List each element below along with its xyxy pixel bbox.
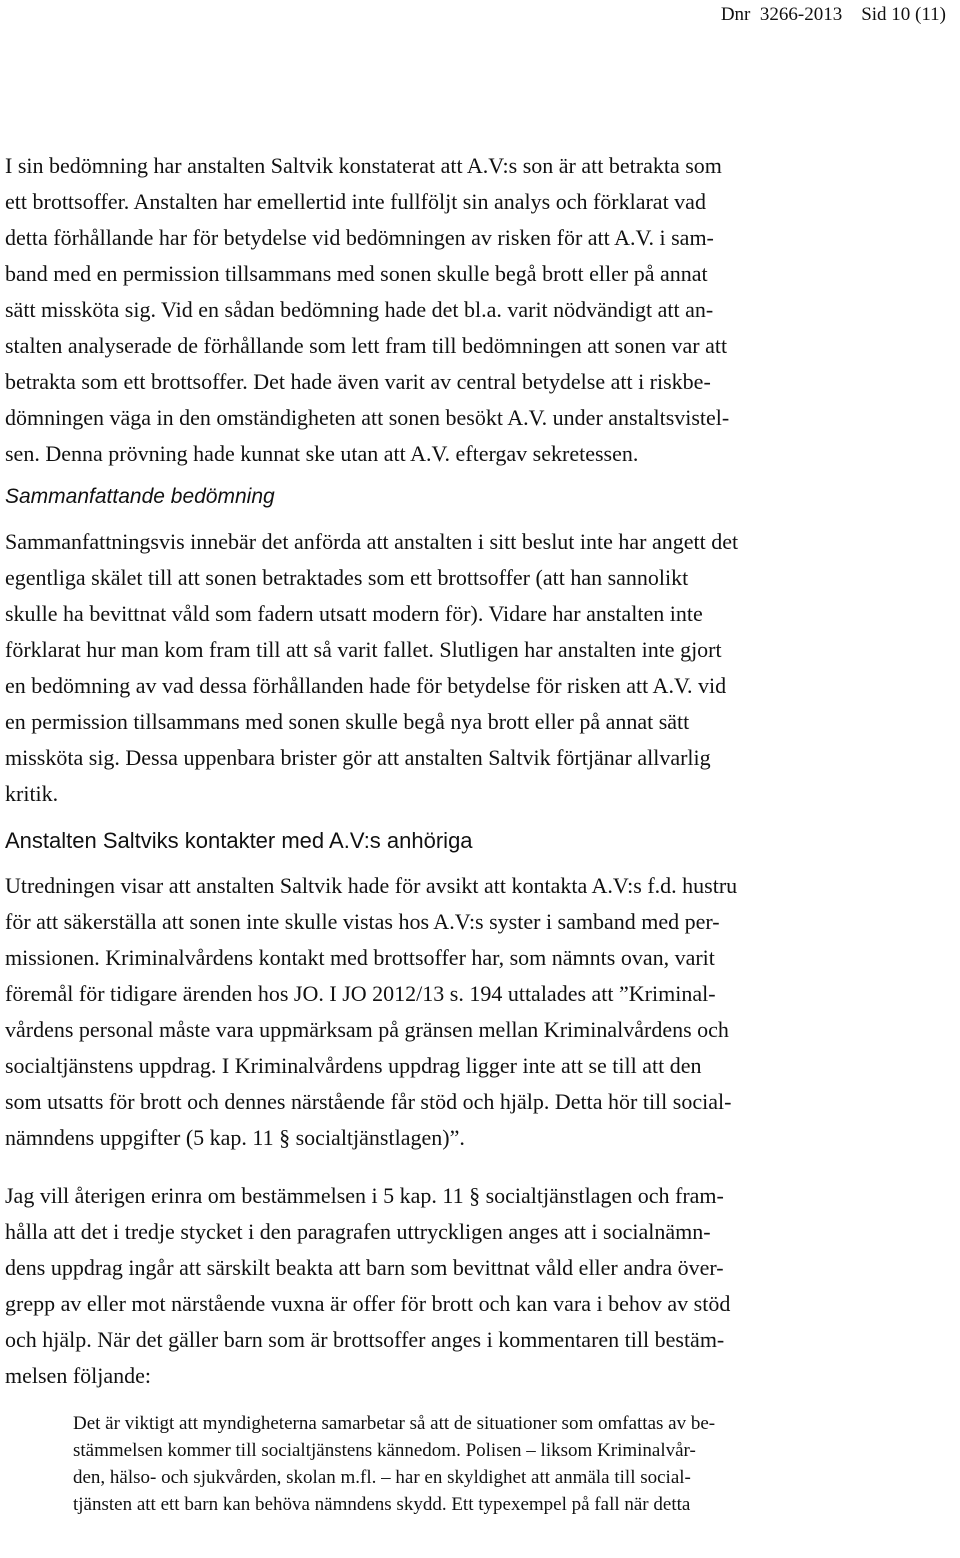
text-line: skulle ha bevittnat våld som fadern utsatt modern för). Vidare har anstalten inte: [5, 601, 703, 626]
text-line: missionen. Kriminalvårdens kontakt med brottsoffer har, som nämnts ovan, varit: [5, 945, 715, 970]
text-line: detta förhållande har för betydelse vid bedömningen av risken för att A.V. i sam-: [5, 225, 714, 250]
paragraph-summary: [5, 524, 895, 812]
text-line: en bedömning av vad dessa förhållanden hade för betydelse för risken att A.V. vid: [5, 673, 727, 698]
text-line: egentliga skälet till att sonen betraktades som ett brottsoffer (att han sannolikt: [5, 565, 689, 590]
block-quote-commentary: [5, 1410, 895, 1518]
text-line: nämndens uppgifter (5 kap. 11 § socialtjänstlagen)”.: [5, 1125, 465, 1150]
document-body: [5, 148, 895, 1518]
text-line: betrakta som ett brottsoffer. Det hade även varit av central betydelse att i riskbe-: [5, 369, 711, 394]
paragraph-risk-assessment: [5, 148, 895, 472]
text-line: band med en permission tillsammans med sonen skulle begå brott eller på annat: [5, 261, 708, 286]
text-line: dömningen väga in den omständigheten att sonen besökt A.V. under anstaltsvistel-: [5, 405, 730, 430]
page-header: [721, 2, 946, 28]
text-line: för att säkerställa att sonen inte skulle vistas hos A.V:s syster i samband med per-: [5, 909, 720, 934]
text-line: som utsatts för brott och dennes närstående får stöd och hjälp. Detta hör till social-: [5, 1089, 732, 1114]
text-line: Sammanfattningsvis innebär det anförda att anstalten i sitt beslut inte har angett det: [5, 529, 739, 554]
text-line: dens uppdrag ingår att särskilt beakta att barn som bevittnat våld eller andra över-: [5, 1255, 724, 1280]
text-line: grepp av eller mot närstående vuxna är offer för brott och kan vara i behov av stöd: [5, 1291, 731, 1316]
text-line: kritik.: [5, 781, 59, 806]
text-line: ett brottsoffer. Anstalten har emellertid inte fullföljt sin analys och förklarat vad: [5, 189, 706, 214]
quote-line: stämmelsen kommer till socialtjänstens kännedom. Polisen – liksom Kriminalvår-: [73, 1440, 696, 1461]
text-line: Jag vill återigen erinra om bestämmelsen i 5 kap. 11 § socialtjänstlagen och fram-: [5, 1183, 724, 1208]
section-heading-summary: Sammanfattande bedömning: [5, 485, 275, 508]
page-number: Sid 10 (11): [861, 4, 946, 25]
quote-line: den, hälso- och sjukvården, skolan m.fl. – har en skyldighet att anmäla till social-: [73, 1467, 691, 1488]
case-number: Dnr 3266-2013: [720, 4, 843, 25]
text-line: sätt missköta sig. Vid en sådan bedömning hade det bl.a. varit nödvändigt att an-: [5, 297, 714, 322]
paragraph-social-services-act: [5, 1178, 895, 1394]
text-line: socialtjänstens uppdrag. I Kriminalvårdens uppdrag ligger inte att se till att den: [5, 1053, 702, 1078]
quote-line: Det är viktigt att myndigheterna samarbetar så att de situationer som omfattas av be-: [73, 1413, 716, 1434]
text-line: förklarat hur man kom fram till att så varit fallet. Slutligen har anstalten inte gjort: [5, 637, 722, 662]
text-line: och hjälp. När det gäller barn som är brottsoffer anges i kommentaren till bestäm-: [5, 1327, 725, 1352]
paragraph-contacts: [5, 868, 895, 1156]
text-line: stalten analyserade de förhållande som lett fram till bedömningen att sonen var att: [5, 333, 728, 358]
text-line: missköta sig. Dessa uppenbara brister gör att anstalten Saltvik förtjänar allvarlig: [5, 745, 711, 770]
text-line: en permission tillsammans med sonen skulle begå nya brott eller på annat sätt: [5, 709, 690, 734]
section-heading-contacts: Anstalten Saltviks kontakter med A.V:s anhöriga: [5, 828, 473, 853]
text-line: föremål för tidigare ärenden hos JO. I JO 2012/13 s. 194 uttalades att ”Kriminal-: [5, 981, 716, 1006]
text-line: sen. Denna prövning hade kunnat ske utan att A.V. eftergav sekretessen.: [5, 441, 639, 466]
text-line: hålla att det i tredje stycket i den paragrafen uttryckligen anges att i socialnämn-: [5, 1219, 711, 1244]
quote-line: tjänsten att ett barn kan behöva nämndens skydd. Ett typexempel på fall när detta: [73, 1494, 691, 1515]
text-line: I sin bedömning har anstalten Saltvik konstaterat att A.V:s son är att betrakta som: [5, 153, 722, 178]
text-line: Utredningen visar att anstalten Saltvik hade för avsikt att kontakta A.V:s f.d. hustru: [5, 873, 738, 898]
text-line: vårdens personal måste vara uppmärksam på gränsen mellan Kriminalvårdens och: [5, 1017, 729, 1042]
text-line: melsen följande:: [5, 1363, 152, 1388]
